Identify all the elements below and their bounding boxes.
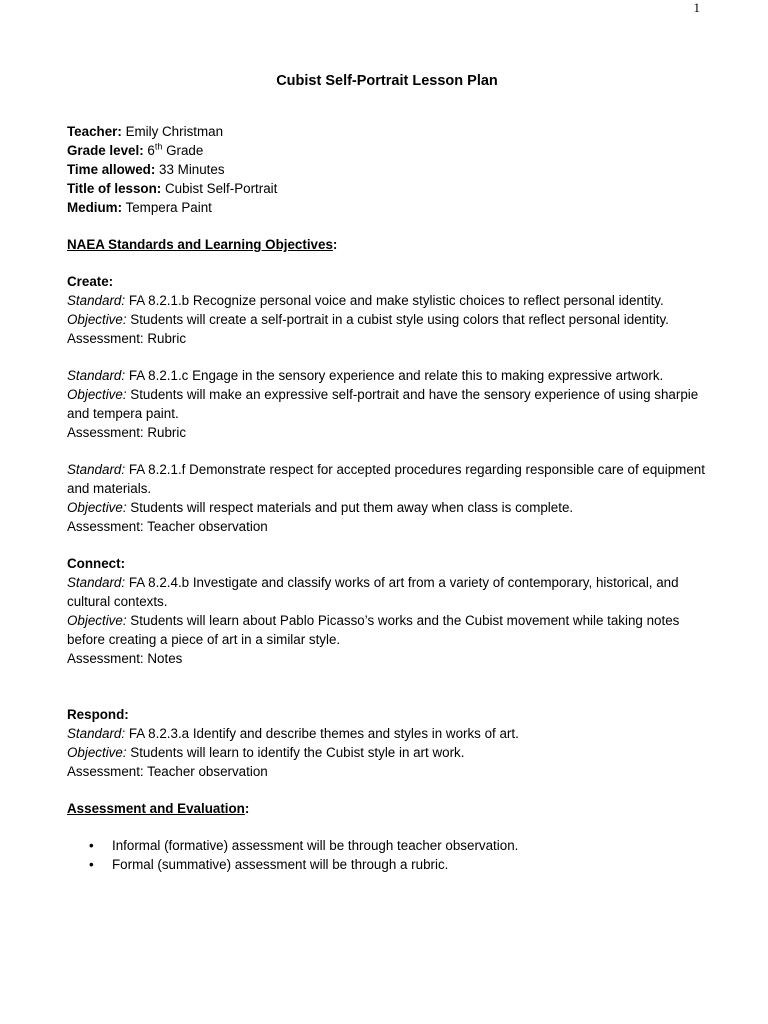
connect-section	[67, 554, 707, 668]
grade-number: 6	[147, 143, 155, 158]
standard-line	[67, 573, 707, 611]
standard-label: Standard:	[67, 462, 126, 477]
standard-text: FA 8.2.1.b Recognize personal voice and make stylistic choices to reflect personal identity.	[128, 293, 664, 308]
objective-text: Students will learn to identify the Cubist style in art work.	[130, 745, 465, 760]
standards-heading-text: NAEA Standards and Learning Objectives	[67, 237, 333, 252]
standard-text: FA 8.2.4.b Investigate and classify works of art from a variety of contemporary, historical, and cultural contexts.	[67, 575, 679, 609]
bullet-icon: •	[89, 857, 94, 872]
standard-line	[67, 460, 707, 498]
create-section	[67, 272, 707, 536]
medium-label: Medium:	[67, 200, 123, 215]
teacher-line	[67, 122, 707, 141]
list-item-text: Formal (summative) assessment will be through a rubric.	[112, 857, 449, 872]
assessment-line: Assessment: Rubric	[67, 331, 187, 346]
objective-line	[67, 743, 707, 762]
standards-heading	[67, 235, 707, 254]
create-block-1	[67, 291, 707, 348]
evaluation-heading-colon: :	[244, 801, 250, 816]
grade-text: Grade	[166, 143, 204, 158]
grade-line	[67, 141, 707, 160]
respond-section	[67, 705, 707, 781]
objective-label: Objective:	[67, 500, 127, 515]
objective-line	[67, 611, 707, 649]
list-item	[89, 836, 707, 855]
list-item-text: Informal (formative) assessment will be through teacher observation.	[112, 838, 519, 853]
objective-text: Students will create a self-portrait in a cubist style using colors that reflect personal identity.	[130, 312, 669, 327]
standard-line	[67, 366, 707, 385]
medium-value: Tempera Paint	[125, 200, 212, 215]
lesson-plan-body	[67, 71, 707, 874]
teacher-label: Teacher:	[67, 124, 122, 139]
time-value: 33 Minutes	[159, 162, 225, 177]
evaluation-list	[67, 836, 707, 874]
objective-label: Objective:	[67, 312, 127, 327]
objective-line	[67, 385, 707, 423]
evaluation-section	[67, 799, 707, 874]
standards-heading-colon: :	[332, 237, 338, 252]
standard-text: FA 8.2.3.a Identify and describe themes and styles in works of art.	[128, 726, 519, 741]
assessment-line: Assessment: Notes	[67, 651, 183, 666]
evaluation-heading-text: Assessment and Evaluation	[67, 801, 245, 816]
objective-label: Objective:	[67, 745, 127, 760]
assessment-line: Assessment: Rubric	[67, 425, 187, 440]
grade-label: Grade level:	[67, 143, 144, 158]
lesson-info	[67, 122, 707, 217]
objective-label: Objective:	[67, 613, 127, 628]
create-heading: Create:	[67, 274, 114, 289]
standard-text: FA 8.2.1.f Demonstrate respect for accepted procedures regarding responsible care of equipment and materials.	[67, 462, 705, 496]
create-block-3	[67, 460, 707, 536]
document-title: Cubist Self-Portrait Lesson Plan	[276, 73, 498, 89]
list-item	[89, 855, 707, 874]
objective-line	[67, 498, 707, 517]
connect-heading: Connect:	[67, 556, 126, 571]
evaluation-heading	[67, 799, 707, 818]
standard-line	[67, 724, 707, 743]
standard-line	[67, 291, 707, 310]
assessment-line: Assessment: Teacher observation	[67, 764, 268, 779]
lesson-title-label: Title of lesson:	[67, 181, 162, 196]
objective-label: Objective:	[67, 387, 127, 402]
assessment-line: Assessment: Teacher observation	[67, 519, 268, 534]
objective-text: Students will make an expressive self-portrait and have the sensory experience of using sharpie and tempera paint.	[67, 387, 699, 421]
standard-label: Standard:	[67, 575, 126, 590]
teacher-value: Emily Christman	[125, 124, 224, 139]
lesson-title-line	[67, 179, 707, 198]
bullet-icon: •	[89, 838, 94, 853]
respond-heading: Respond:	[67, 707, 129, 722]
objective-text: Students will respect materials and put them away when class is complete.	[130, 500, 574, 515]
lesson-title-value: Cubist Self-Portrait	[164, 181, 278, 196]
time-line	[67, 160, 707, 179]
standard-label: Standard:	[67, 726, 126, 741]
time-label: Time allowed:	[67, 162, 156, 177]
standard-text: FA 8.2.1.c Engage in the sensory experience and relate this to making expressive artwork.	[128, 368, 664, 383]
objective-line	[67, 310, 707, 329]
standard-label: Standard:	[67, 293, 126, 308]
create-block-2	[67, 366, 707, 442]
standard-label: Standard:	[67, 368, 126, 383]
objective-text: Students will learn about Pablo Picasso’s works and the Cubist movement while taking notes before creating a piece of art in a similar style.	[67, 613, 680, 647]
grade-suffix: th	[154, 141, 163, 152]
medium-line	[67, 198, 707, 217]
page-number: 1	[693, 0, 700, 15]
